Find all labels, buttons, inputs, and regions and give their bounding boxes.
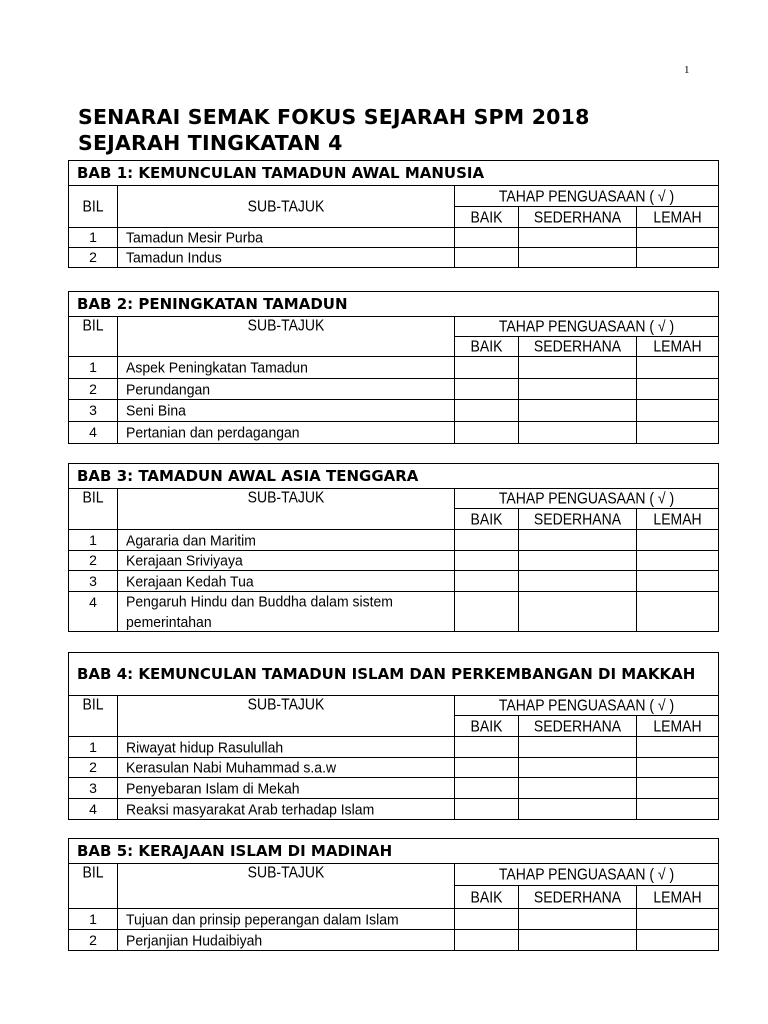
- baik-checkbox-cell[interactable]: [455, 228, 519, 248]
- baik-checkbox-cell[interactable]: [455, 778, 519, 799]
- lemah-checkbox-cell[interactable]: [637, 379, 719, 400]
- bil-cell: 4: [69, 592, 118, 632]
- table-row: [69, 422, 719, 444]
- bab-1-table: [68, 160, 719, 268]
- bil-header: BIL: [69, 317, 118, 357]
- baik-header: BAIK: [455, 509, 519, 530]
- sederhana-header: SEDERHANA: [519, 886, 637, 909]
- baik-header: BAIK: [455, 716, 519, 737]
- table-row: [69, 551, 719, 571]
- subtajuk-cell: Perundangan: [118, 379, 455, 400]
- sederhana-checkbox-cell[interactable]: [519, 909, 637, 930]
- baik-header: BAIK: [455, 207, 519, 228]
- bab-title: BAB 2: PENINGKATAN TAMADUN: [69, 292, 719, 317]
- bil-cell: 2: [69, 379, 118, 400]
- sederhana-checkbox-cell[interactable]: [519, 248, 637, 268]
- lemah-checkbox-cell[interactable]: [637, 737, 719, 758]
- lemah-checkbox-cell[interactable]: [637, 930, 719, 951]
- subtajuk-cell: Kerasulan Nabi Muhammad s.a.w: [118, 758, 455, 778]
- lemah-header: LEMAH: [637, 337, 719, 357]
- bab-title: BAB 3: TAMADUN AWAL ASIA TENGGARA: [69, 464, 719, 489]
- baik-checkbox-cell[interactable]: [455, 248, 519, 268]
- bil-header: BIL: [69, 186, 118, 228]
- subtajuk-header: SUB-TAJUK: [118, 864, 455, 909]
- bil-cell: 1: [69, 530, 118, 551]
- subtajuk-cell: Agararia dan Maritim: [118, 530, 455, 551]
- subtajuk-header: SUB-TAJUK: [118, 186, 455, 228]
- lemah-checkbox-cell[interactable]: [637, 228, 719, 248]
- sederhana-checkbox-cell[interactable]: [519, 758, 637, 778]
- subtajuk-header: SUB-TAJUK: [118, 696, 455, 737]
- baik-checkbox-cell[interactable]: [455, 571, 519, 592]
- baik-checkbox-cell[interactable]: [455, 422, 519, 444]
- table-row: [69, 400, 719, 422]
- subtajuk-cell: Kerajaan Kedah Tua: [118, 571, 455, 592]
- subtajuk-cell: Tamadun Mesir Purba: [118, 228, 455, 248]
- bil-header: BIL: [69, 696, 118, 737]
- lemah-header: LEMAH: [637, 207, 719, 228]
- bil-header: BIL: [69, 864, 118, 909]
- baik-checkbox-cell[interactable]: [455, 379, 519, 400]
- bil-cell: 4: [69, 422, 118, 444]
- lemah-header: LEMAH: [637, 509, 719, 530]
- baik-header: BAIK: [455, 337, 519, 357]
- tahap-header: TAHAP PENGUASAAN ( √ ): [455, 489, 719, 509]
- bab-3-table: [68, 463, 719, 632]
- subtajuk-cell: Riwayat hidup Rasulullah: [118, 737, 455, 758]
- tahap-header: TAHAP PENGUASAAN ( √ ): [455, 864, 719, 886]
- baik-checkbox-cell[interactable]: [455, 909, 519, 930]
- subtajuk-cell: Aspek Peningkatan Tamadun: [118, 357, 455, 379]
- lemah-header: LEMAH: [637, 886, 719, 909]
- sederhana-checkbox-cell[interactable]: [519, 737, 637, 758]
- page-title: [78, 104, 590, 156]
- sederhana-checkbox-cell[interactable]: [519, 530, 637, 551]
- subtajuk-cell: Tamadun Indus: [118, 248, 455, 268]
- subtajuk-cell: Reaksi masyarakat Arab terhadap Islam: [118, 799, 455, 820]
- baik-checkbox-cell[interactable]: [455, 357, 519, 379]
- lemah-header: LEMAH: [637, 716, 719, 737]
- title-line-2: SEJARAH TINGKATAN 4: [78, 131, 343, 155]
- bab-title: BAB 1: KEMUNCULAN TAMADUN AWAL MANUSIA: [69, 161, 719, 186]
- baik-checkbox-cell[interactable]: [455, 400, 519, 422]
- subtajuk-cell: Seni Bina: [118, 400, 455, 422]
- lemah-checkbox-cell[interactable]: [637, 799, 719, 820]
- baik-checkbox-cell[interactable]: [455, 758, 519, 778]
- lemah-checkbox-cell[interactable]: [637, 551, 719, 571]
- subtajuk-header: SUB-TAJUK: [118, 317, 455, 357]
- bil-cell: 1: [69, 228, 118, 248]
- sederhana-header: SEDERHANA: [519, 509, 637, 530]
- bil-cell: 2: [69, 930, 118, 951]
- bil-cell: 3: [69, 778, 118, 799]
- bab-2-table: [68, 291, 719, 444]
- bab-5-table: [68, 838, 719, 951]
- sederhana-checkbox-cell[interactable]: [519, 799, 637, 820]
- baik-checkbox-cell[interactable]: [455, 592, 519, 632]
- bab-4-table: [68, 652, 719, 820]
- table-row: [69, 737, 719, 758]
- table-row: [69, 228, 719, 248]
- tahap-header: TAHAP PENGUASAAN ( √ ): [455, 186, 719, 207]
- table-row: [69, 571, 719, 592]
- bil-cell: 3: [69, 400, 118, 422]
- subtajuk-cell: Kerajaan Sriviyaya: [118, 551, 455, 571]
- bil-cell: 2: [69, 758, 118, 778]
- lemah-checkbox-cell[interactable]: [637, 248, 719, 268]
- bil-cell: 1: [69, 909, 118, 930]
- baik-header: BAIK: [455, 886, 519, 909]
- sederhana-checkbox-cell[interactable]: [519, 379, 637, 400]
- lemah-checkbox-cell[interactable]: [637, 758, 719, 778]
- baik-checkbox-cell[interactable]: [455, 530, 519, 551]
- lemah-checkbox-cell[interactable]: [637, 571, 719, 592]
- sederhana-checkbox-cell[interactable]: [519, 778, 637, 799]
- table-row: [69, 592, 719, 632]
- lemah-checkbox-cell[interactable]: [637, 400, 719, 422]
- title-line-1: SENARAI SEMAK FOKUS SEJARAH SPM 2018: [78, 105, 590, 129]
- subtajuk-cell: Pertanian dan perdagangan: [118, 422, 455, 444]
- bil-cell: 2: [69, 551, 118, 571]
- table-row: [69, 530, 719, 551]
- baik-checkbox-cell[interactable]: [455, 799, 519, 820]
- sederhana-checkbox-cell[interactable]: [519, 228, 637, 248]
- bil-cell: 4: [69, 799, 118, 820]
- tahap-header: TAHAP PENGUASAAN ( √ ): [455, 696, 719, 716]
- sederhana-checkbox-cell[interactable]: [519, 571, 637, 592]
- table-row: [69, 758, 719, 778]
- sederhana-checkbox-cell[interactable]: [519, 422, 637, 444]
- table-row: [69, 909, 719, 930]
- bil-cell: 1: [69, 737, 118, 758]
- lemah-checkbox-cell[interactable]: [637, 530, 719, 551]
- subtajuk-header: SUB-TAJUK: [118, 489, 455, 530]
- subtajuk-cell: Penyebaran Islam di Mekah: [118, 778, 455, 799]
- bil-cell: 1: [69, 357, 118, 379]
- subtajuk-cell: Perjanjian Hudaibiyah: [118, 930, 455, 951]
- lemah-checkbox-cell[interactable]: [637, 422, 719, 444]
- table-row: [69, 357, 719, 379]
- tahap-header: TAHAP PENGUASAAN ( √ ): [455, 317, 719, 337]
- bil-cell: 2: [69, 248, 118, 268]
- bab-title: BAB 5: KERAJAAN ISLAM DI MADINAH: [69, 839, 719, 864]
- baik-checkbox-cell[interactable]: [455, 930, 519, 951]
- subtajuk-cell: Pengaruh Hindu dan Buddha dalam sistem pemerintahan: [118, 592, 455, 632]
- table-row: [69, 930, 719, 951]
- subtajuk-cell: Tujuan dan prinsip peperangan dalam Islam: [118, 909, 455, 930]
- lemah-checkbox-cell[interactable]: [637, 909, 719, 930]
- bil-cell: 3: [69, 571, 118, 592]
- sederhana-header: SEDERHANA: [519, 207, 637, 228]
- table-row: [69, 778, 719, 799]
- table-row: [69, 379, 719, 400]
- lemah-checkbox-cell[interactable]: [637, 778, 719, 799]
- baik-checkbox-cell[interactable]: [455, 551, 519, 571]
- lemah-checkbox-cell[interactable]: [637, 357, 719, 379]
- table-row: [69, 248, 719, 268]
- sederhana-header: SEDERHANA: [519, 716, 637, 737]
- sederhana-checkbox-cell[interactable]: [519, 357, 637, 379]
- lemah-checkbox-cell[interactable]: [637, 592, 719, 632]
- sederhana-checkbox-cell[interactable]: [519, 592, 637, 632]
- sederhana-checkbox-cell[interactable]: [519, 930, 637, 951]
- page-number: 1: [684, 64, 690, 76]
- sederhana-checkbox-cell[interactable]: [519, 551, 637, 571]
- table-row: [69, 799, 719, 820]
- bil-header: BIL: [69, 489, 118, 530]
- sederhana-header: SEDERHANA: [519, 337, 637, 357]
- sederhana-checkbox-cell[interactable]: [519, 400, 637, 422]
- baik-checkbox-cell[interactable]: [455, 737, 519, 758]
- bab-title: BAB 4: KEMUNCULAN TAMADUN ISLAM DAN PERKEMBANGAN DI MAKKAH: [69, 653, 719, 696]
